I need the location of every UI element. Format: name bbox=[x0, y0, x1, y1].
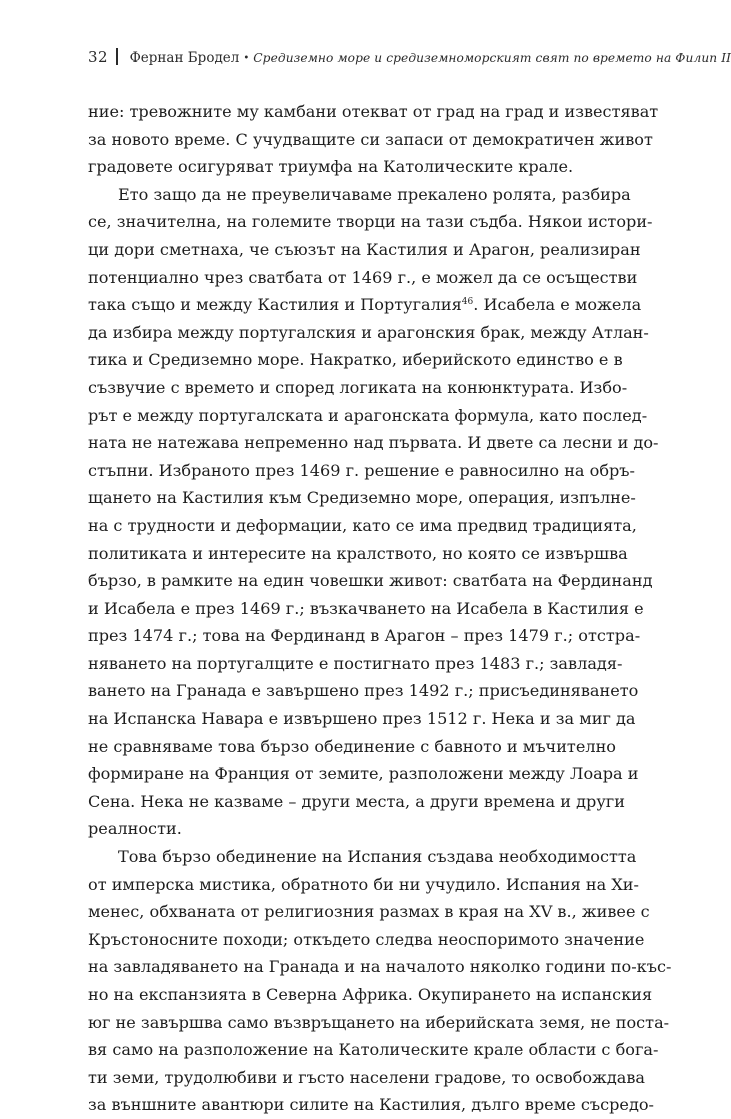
footnote-ref-46[interactable]: 46 bbox=[461, 297, 474, 308]
text-line: юг не завършва само възвръщането на иберийската земя, не поста- bbox=[88, 1012, 670, 1032]
text-line: от имперска мистика, обратното би ни учудило. Испания на Хи- bbox=[88, 874, 639, 894]
header-divider bbox=[116, 48, 118, 65]
text-line: и Исабела е през 1469 г.; възкачването на Исабела в Кастилия е bbox=[88, 598, 644, 618]
text-line: се, значителна, на големите творци на тази съдба. Някои истори- bbox=[88, 212, 653, 232]
text-line: Кръстоносните походи; откъдето следва неоспоримото значение bbox=[88, 929, 645, 949]
header-author: Фернан Бродел bbox=[129, 50, 240, 66]
text-line: рът е между португалската и арагонската формула, като послед- bbox=[88, 405, 648, 425]
text-line: потенциално чрез сватбата от 1469 г., е можел да се осъществи bbox=[88, 267, 638, 287]
header-book-title: Средиземно море и средиземноморският свят по времето на Филип II bbox=[253, 51, 731, 65]
text-line-with-footnote bbox=[88, 291, 642, 319]
text-line: няването на португалците е постигнато през 1483 г.; завладя- bbox=[88, 653, 623, 673]
text-line: на с трудности и деформации, като се има предвид традицията, bbox=[88, 515, 637, 535]
text-line: формиране на Франция от земите, разположени между Лоара и bbox=[88, 764, 639, 784]
body-text bbox=[88, 98, 672, 1119]
text-line: щането на Кастилия към Средиземно море, операция, изпълне- bbox=[88, 488, 636, 508]
text-segment: . Исабела е можела bbox=[473, 295, 642, 315]
text-segment: така също и между Кастилия и Португалия bbox=[88, 295, 462, 315]
text-line: политиката и интересите на кралството, но която се извършва bbox=[88, 543, 628, 563]
text-line: да избира между португалския и арагонския брак, между Атлан- bbox=[88, 322, 649, 342]
header-bullet-separator: • bbox=[243, 53, 250, 64]
text-line: ната не натежава непременно над първата. И двете са лесни и до- bbox=[88, 433, 659, 453]
text-line: градовете осигуряват триумфа на Католическите крале. bbox=[88, 157, 574, 177]
text-line: не сравняваме това бързо обединение с бавното и мъчително bbox=[88, 736, 616, 756]
text-line: Ето защо да не преувеличаваме прекалено ролята, разбира bbox=[118, 184, 631, 204]
text-line: на завладяването на Гранада и на началото няколко години по-къс- bbox=[88, 957, 672, 977]
text-line: вя само на разположение на Католическите крале области с бога- bbox=[88, 1040, 659, 1060]
text-line: Сена. Нека не казваме – други места, а други времена и други bbox=[88, 791, 625, 811]
text-line: на Испанска Навара е извършено през 1512 г. Нека и за миг да bbox=[88, 709, 636, 729]
running-header bbox=[88, 46, 731, 68]
text-line: менес, обхваната от религиозния размах в края на XV в., живее с bbox=[88, 902, 650, 922]
text-line: ти земи, трудолюбиви и гъсто населени градове, то освобождава bbox=[88, 1067, 646, 1087]
text-line: ние: тревожните му камбани отекват от град на град и известяват bbox=[88, 102, 659, 121]
text-line: тика и Средиземно море. Накратко, иберийското единство е в bbox=[88, 350, 623, 370]
text-line: за външните авантюри силите на Кастилия, дълго време съсредо- bbox=[88, 1095, 654, 1115]
text-line: Това бързо обединение на Испания създава необходимостта bbox=[118, 847, 637, 867]
page-number: 32 bbox=[88, 48, 109, 66]
text-line: през 1474 г.; това на Фердинанд в Арагон – през 1479 г.; отстра- bbox=[88, 626, 641, 646]
text-line: стъпни. Избраното през 1469 г. решение е равносилно на обръ- bbox=[88, 460, 635, 480]
text-line: бързо, в рамките на един човешки живот: сватбата на Фердинанд bbox=[88, 571, 653, 591]
text-line: ването на Гранада е завършено през 1492 г.; присъединяването bbox=[88, 681, 639, 701]
text-line: за новото време. С учудващите си запаси от демократичен живот bbox=[88, 129, 653, 149]
text-line: реалности. bbox=[88, 819, 182, 839]
text-line: ци дори сметнаха, че съюзът на Кастилия и Арагон, реализиран bbox=[88, 239, 641, 259]
text-line: но на експанзията в Северна Африка. Окупирането на испанския bbox=[88, 985, 653, 1004]
text-line: съзвучие с времето и според логиката на конюнктурата. Избо- bbox=[88, 377, 628, 397]
